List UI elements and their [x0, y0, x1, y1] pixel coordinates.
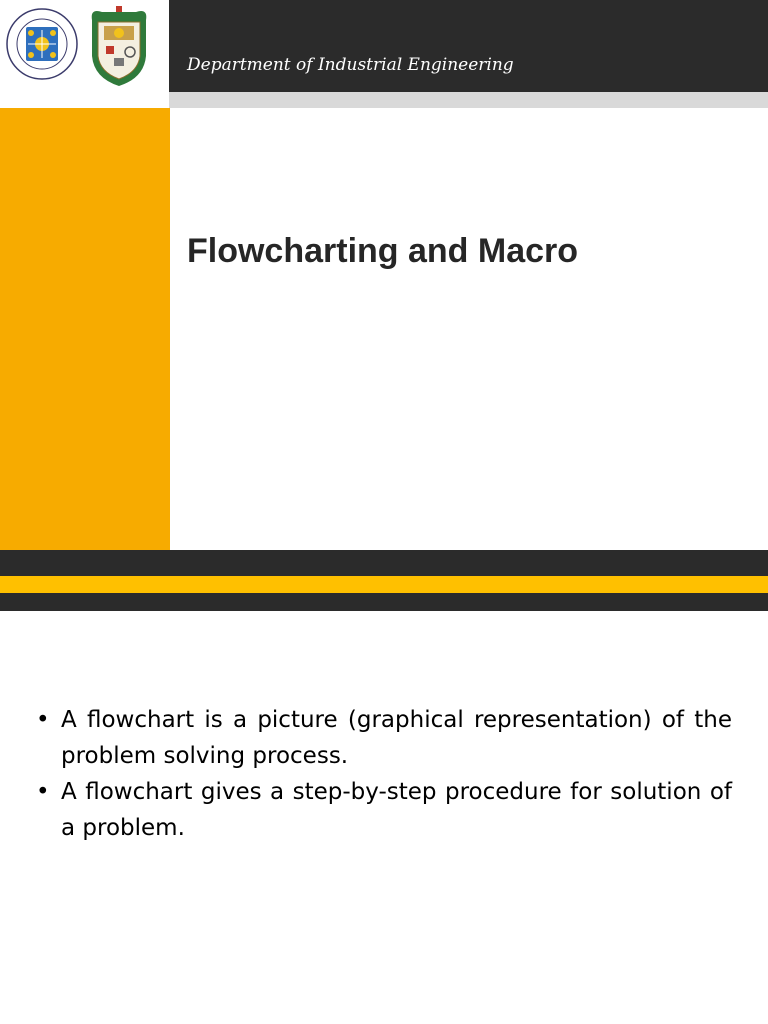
ust-seal-logo: [6, 8, 78, 80]
header-divider: [169, 92, 768, 108]
bullet-icon: •: [36, 707, 50, 733]
bullet-text: A flowchart gives a step-by-step procedure for solution of a problem.: [61, 779, 732, 841]
logo-area: [0, 0, 169, 108]
divider-band-dark-lower: [0, 593, 768, 611]
bullet-item: [36, 702, 732, 774]
bullet-icon: •: [36, 779, 50, 805]
engineering-crest-logo: [86, 6, 152, 88]
department-title: Department of Industrial Engineering: [187, 55, 514, 75]
divider-band-gold: [0, 576, 768, 593]
bullet-text: A flowchart is a picture (graphical representation) of the problem solving process.: [61, 707, 732, 769]
side-accent-panel: [0, 108, 170, 550]
bullet-item: [36, 774, 732, 846]
bullet-list: [36, 702, 732, 846]
header-bar: [169, 0, 768, 92]
divider-band-dark: [0, 550, 768, 576]
slide-title: Flowcharting and Macro: [187, 232, 579, 270]
